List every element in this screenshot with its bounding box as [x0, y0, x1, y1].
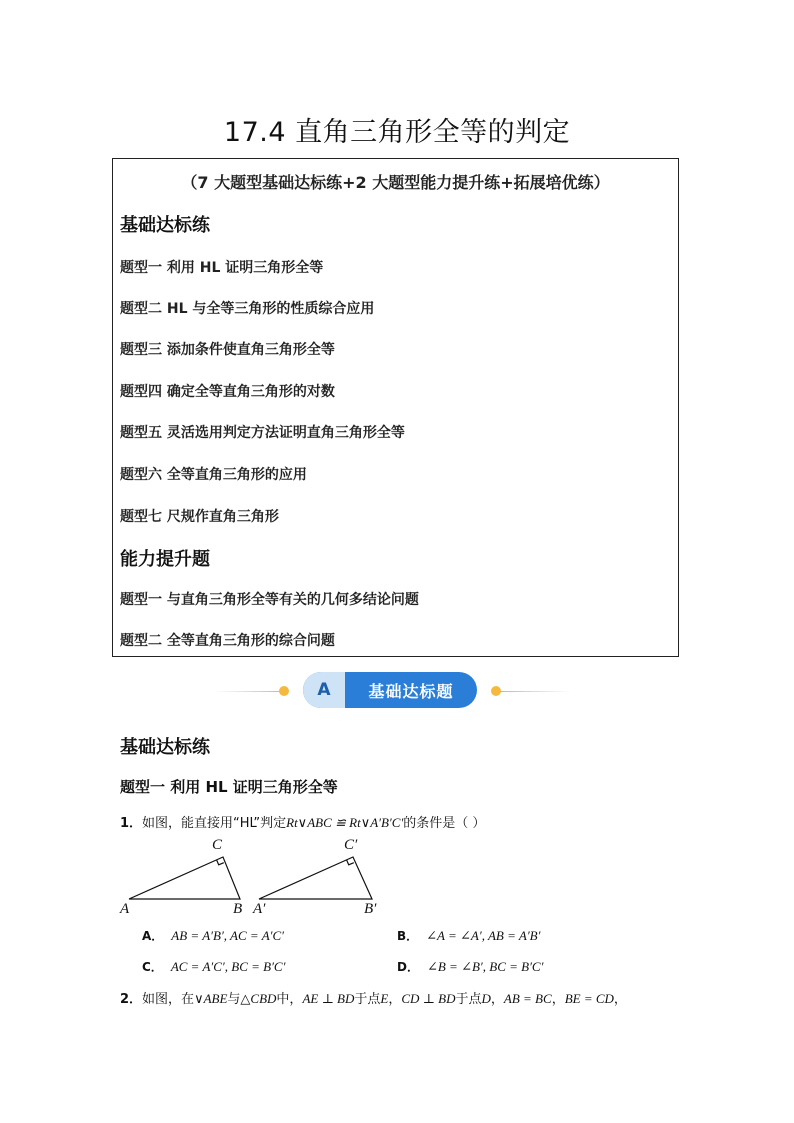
banner-label: 基础达标题 [368, 681, 454, 701]
question-1-math: Rt∨ABC ≌ Rt∨A′B′C′ [286, 815, 404, 830]
question-2-math-f: D [481, 991, 491, 1006]
option-c-label: C． [142, 960, 163, 974]
option-d-label: D． [397, 960, 419, 974]
question-2-text-f: 于点 [455, 992, 482, 1007]
right-angle-mark-c [217, 860, 224, 865]
toc-section-basic-title: 基础达标练 [120, 215, 210, 236]
question-2-text-g: ， [490, 992, 504, 1007]
toc-item-6: 题型六 全等直角三角形的应用 [120, 467, 307, 483]
question-2-math-g: AB = BC [503, 991, 552, 1006]
toc-adv-item-2: 题型二 全等直角三角形的综合问题 [120, 633, 335, 649]
triangle-figure [112, 830, 402, 920]
toc-subtitle: （7 大题型基础达标练+2 大题型能力提升练+拓展培优练） [181, 173, 610, 192]
option-b-label: B． [397, 929, 419, 943]
toc-item-3: 题型三 添加条件使直角三角形全等 [120, 342, 335, 358]
toc-item-2: 题型二 HL 与全等三角形的性质综合应用 [120, 301, 375, 317]
label-b-prime: B′ [364, 901, 377, 917]
question-2-text-c: 中， [276, 992, 303, 1007]
question-2-math-e: CD ⊥ BD [401, 991, 456, 1006]
question-2-text-a: 如图，在 [142, 992, 195, 1007]
label-a-prime: A′ [253, 901, 266, 917]
toc-item-7: 题型七 尺规作直角三角形 [120, 509, 279, 525]
option-c[interactable] [142, 958, 285, 975]
question-2-math-b: △CBD [240, 991, 277, 1006]
label-c: C [212, 837, 223, 853]
toc-item-4: 题型四 确定全等直角三角形的对数 [120, 384, 335, 400]
banner-line-right [500, 691, 570, 692]
section-title: 基础达标练 [120, 737, 210, 758]
label-b: B [233, 901, 243, 917]
toc-section-advanced-title: 能力提升题 [120, 549, 210, 570]
triangle-a2b2c2 [259, 857, 372, 899]
question-2-number: 2． [120, 992, 143, 1007]
question-2-text-d: 于点 [354, 992, 381, 1007]
question-2-text-e: ， [388, 992, 402, 1007]
option-a[interactable] [142, 927, 284, 944]
banner-letter: A [303, 672, 345, 708]
toc-item-1: 题型一 利用 HL 证明三角形全等 [120, 260, 324, 276]
label-c-prime: C′ [344, 837, 358, 853]
option-b-text: ∠A = ∠A′, AB = A′B′ [426, 928, 541, 943]
question-1 [120, 812, 485, 831]
option-a-label: A． [142, 929, 164, 943]
question-1-text: 如图，能直接用“HL”判定 [142, 816, 287, 831]
label-a: A [120, 901, 130, 917]
toc-adv-item-1: 题型一 与直角三角形全等有关的几何多结论问题 [120, 592, 419, 608]
banner-line-left [215, 691, 285, 692]
option-d-text: ∠B = ∠B′, BC = B′C′ [426, 959, 544, 974]
question-1-tail: 的条件是（ ） [403, 816, 486, 831]
banner-dot-left [279, 686, 289, 696]
page-title: 17.4 直角三角形全等的判定 [223, 117, 571, 148]
section-banner [215, 672, 570, 710]
question-2-math-a: ∨ABE [194, 991, 228, 1006]
question-2-text-h: ， [551, 992, 565, 1007]
question-2 [120, 988, 627, 1007]
type-title: 题型一 利用 HL 证明三角形全等 [120, 778, 338, 796]
question-2-text-i: ， [613, 992, 627, 1007]
question-2-text-b: 与 [227, 992, 241, 1007]
option-a-text: AB = A′B′, AC = A′C′ [171, 928, 284, 943]
toc-item-5: 题型五 灵活选用判定方法证明直角三角形全等 [120, 425, 405, 441]
right-angle-mark-c2 [347, 860, 354, 865]
question-2-math-d: E [380, 991, 389, 1006]
option-d[interactable] [397, 958, 543, 975]
toc-box [112, 158, 679, 657]
option-c-text: AC = A′C′, BC = B′C′ [170, 959, 286, 974]
question-2-math-c: AE ⊥ BD [302, 991, 355, 1006]
question-2-math-h: BE = CD [564, 991, 614, 1006]
question-1-number: 1． [120, 816, 143, 831]
option-b[interactable] [397, 927, 540, 944]
banner-pill [303, 672, 477, 708]
